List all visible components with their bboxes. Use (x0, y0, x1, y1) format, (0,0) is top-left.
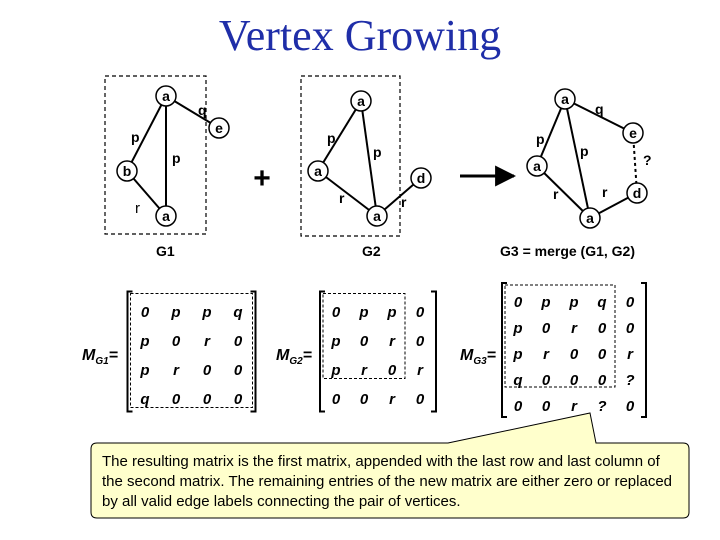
mg2-cell: r (389, 391, 395, 408)
g1-caption: G1 (156, 243, 175, 259)
g3-edge-label-p-mid: p (580, 143, 589, 159)
mg3-cell: 0 (597, 372, 607, 389)
mg2-cell: 0 (359, 333, 369, 350)
g3-caption: G3 = merge (G1, G2) (500, 243, 635, 259)
mg1-cell: 0 (202, 362, 212, 379)
g1-edge-label-r: r (135, 200, 140, 217)
g2-edge-label-p-left: p (327, 130, 336, 146)
mg1-cell: 0 (171, 333, 181, 350)
mg3-cell: 0 (625, 398, 635, 415)
mg1-cell: 0 (233, 362, 243, 379)
g3-edge-label-q: q (595, 101, 604, 117)
slide-title: Vertex Growing (218, 11, 502, 60)
mg2-cell: 0 (415, 391, 425, 408)
g1-dashed-frame (105, 76, 206, 234)
mg2-cell: 0 (359, 391, 369, 408)
mg1-cell: 0 (140, 304, 150, 321)
mg3-cell: 0 (625, 294, 635, 311)
g1-node-b-label: b (122, 163, 132, 179)
g1-node-e-label: e (215, 120, 223, 136)
g1-edge-label-q: q (198, 102, 207, 118)
mg2-cell: 0 (331, 304, 341, 321)
mg2-right-bracket (431, 292, 436, 412)
mg2-cell: r (417, 362, 423, 379)
mg3-cell: 0 (597, 320, 607, 337)
g3-node-e-label: e (629, 125, 637, 141)
mg3-cell: 0 (541, 398, 551, 415)
mg3-cell: q (513, 372, 523, 389)
g2-node-a-top-label: a (357, 93, 365, 109)
mg3-cell: r (543, 346, 549, 363)
mg3-cell: p (513, 320, 523, 337)
mg1-cell: p (171, 304, 181, 321)
g2-edge-label-r-right: r (401, 194, 407, 210)
mg1-cell: 0 (233, 333, 243, 350)
mg1-cell: 0 (233, 391, 243, 408)
mg2-cell: r (389, 333, 395, 350)
mg3-cell: p (569, 294, 579, 311)
mg3-cell: p (513, 346, 523, 363)
mg3-cell: 0 (569, 372, 579, 389)
mg1-cell: p (202, 304, 212, 321)
g3-edge-label-p-left: p (536, 131, 545, 147)
mg3-cell: 0 (541, 320, 551, 337)
g2-node-d-label: d (416, 170, 426, 186)
graph-g1 (105, 76, 229, 259)
g2-edge-label-p-mid: p (373, 144, 382, 160)
g3-node-a-top-label: a (561, 91, 569, 107)
mg3-cell: 0 (597, 346, 607, 363)
mg1-cell: p (140, 333, 150, 350)
g2-edge-a-aleft (318, 101, 361, 171)
g2-edge-aleft-abottom (318, 171, 377, 216)
matrix-mg3 (460, 283, 646, 417)
mg2-label: $M_{G2}=$ (276, 347, 313, 367)
mg3-cell: q (597, 294, 607, 311)
mg3-cell: 0 (513, 294, 523, 311)
g1-edge-label-p-mid: p (172, 150, 181, 166)
g3-edge-label-unknown: ? (643, 152, 652, 168)
g2-edge-label-r-left: r (339, 190, 345, 206)
g1-node-a-top-label: a (162, 88, 170, 104)
mg1-cell: q (233, 304, 243, 321)
mg2-cell: p (359, 304, 369, 321)
mg1-cell: q (140, 391, 150, 408)
note-text: The resulting matrix is the first matrix, appended with the last row and last column of the second matrix. The remaining entries of the new matrix are either zero or replaced by all valid edge labels connecting the pair of vertices. (102, 453, 672, 510)
mg1-cell: r (173, 362, 179, 379)
mg3-cell: 0 (541, 372, 551, 389)
plus-sign: + (253, 162, 271, 195)
mg3-cell: 0 (569, 346, 579, 363)
mg2-cell: 0 (331, 391, 341, 408)
mg2-cell: p (331, 362, 341, 379)
mg3-right-bracket (641, 283, 646, 417)
mg2-cell: r (361, 362, 367, 379)
g3-edge-aleft-abottom (537, 166, 590, 218)
matrix-mg1 (82, 292, 256, 412)
g3-node-d-label: d (632, 185, 642, 201)
mg2-cell: p (331, 333, 341, 350)
mg3-cell: ? (597, 398, 607, 415)
mg3-cell: r (627, 346, 633, 363)
g1-node-a-bottom-label: a (162, 208, 170, 224)
mg3-label: $M_{G3}=$ (460, 347, 497, 367)
mg3-cell: r (571, 320, 577, 337)
mg1-label: $M_{G1}=$ (82, 347, 119, 367)
mg2-cell: 0 (387, 362, 397, 379)
g3-edge-label-r-left: r (553, 186, 559, 202)
g2-node-a-left-label: a (314, 163, 322, 179)
mg1-cell: r (204, 333, 210, 350)
mg3-cell: p (541, 294, 551, 311)
mg1-cell: 0 (202, 391, 212, 408)
mg3-cell: 0 (513, 398, 523, 415)
mg1-cell: p (140, 362, 150, 379)
g3-node-a-bottom-label: a (586, 210, 594, 226)
mg2-cell: 0 (415, 304, 425, 321)
g3-node-a-left-label: a (533, 158, 541, 174)
graph-g2 (301, 76, 431, 259)
matrix-mg2 (276, 292, 436, 412)
g3-edge-label-r-right: r (602, 184, 608, 200)
mg2-cell: p (387, 304, 397, 321)
mg3-cell: 0 (625, 320, 635, 337)
g1-edge-label-p-left: p (131, 129, 140, 145)
g2-node-a-bottom-label: a (373, 208, 381, 224)
mg1-cell: 0 (171, 391, 181, 408)
mg3-cell: ? (625, 372, 635, 389)
g2-caption: G2 (362, 243, 381, 259)
mg2-cell: 0 (415, 333, 425, 350)
mg3-cell: r (571, 398, 577, 415)
graph-g3 (500, 89, 652, 259)
